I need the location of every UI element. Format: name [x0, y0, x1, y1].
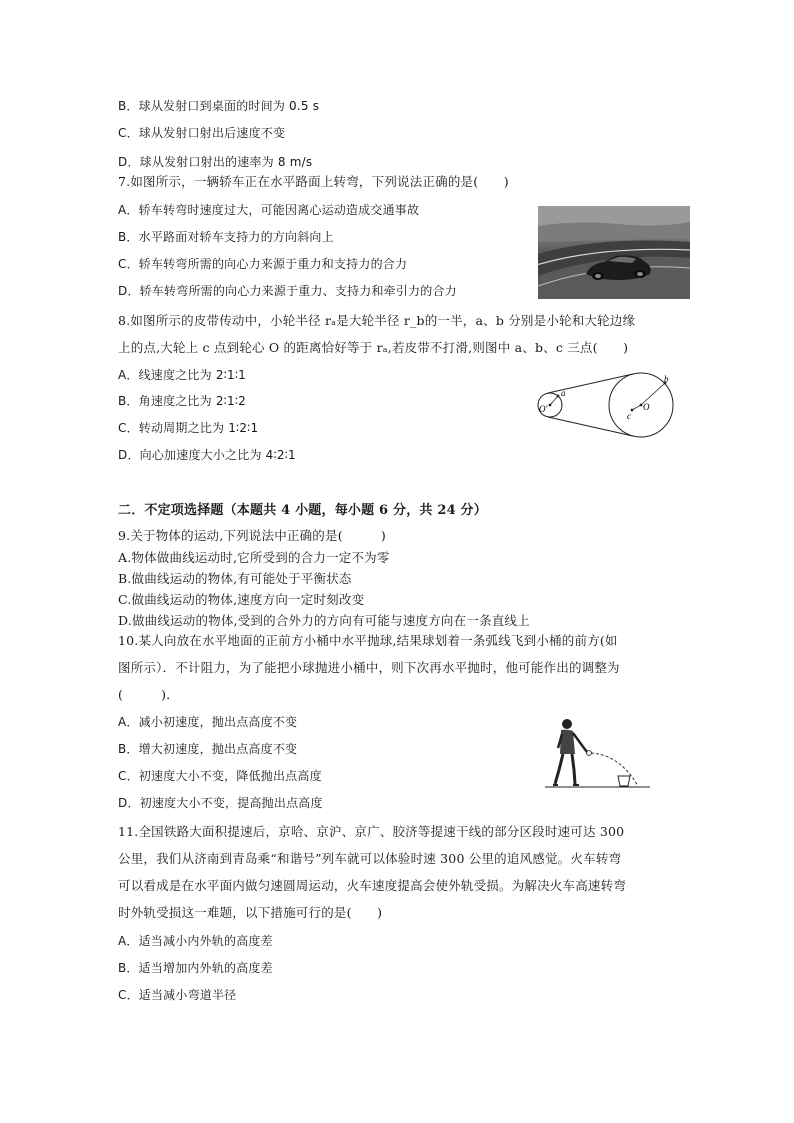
q7-option-b: B．水平路面对轿车支持力的方向斜向上: [118, 230, 334, 244]
ball-throw-diagram: [545, 714, 650, 792]
belt-drive-svg: [526, 372, 686, 442]
q11-stem-line3: 可以看成是在水平面内做匀速圆周运动，火车速度提高会使外轨受损。为解决火车高速转弯: [118, 878, 627, 893]
q9-stem: 9.关于物体的运动,下列说法中正确的是( ): [118, 528, 386, 543]
q8-option-c: C．转动周期之比为 1∶2∶1: [118, 421, 259, 435]
point-a-label: a: [561, 388, 566, 398]
q8-option-d: D．向心加速度大小之比为 4∶2∶1: [118, 448, 296, 462]
q9-option-c: C.做曲线运动的物体,速度方向一定时刻改变: [118, 592, 365, 607]
q10-option-c: C．初速度大小不变，降低抛出点高度: [118, 769, 322, 783]
person-right-leg: [572, 754, 575, 784]
q11-stem-line2: 公里，我们从济南到青岛乘“和谐号”列车就可以体验时速 300 公里的追风感觉。火车转弯: [118, 851, 622, 866]
person-left-leg: [555, 754, 563, 784]
q11-stem-line1: 11.全国铁路大面积提速后，京哈、京沪、京广、胶济等提速干线的部分区段时速可达 300: [118, 824, 625, 839]
q10-option-d: D．初速度大小不变，提高抛出点高度: [118, 796, 323, 810]
car-turning-photo: [538, 206, 690, 299]
small-center-label: O′: [539, 404, 548, 414]
q7-option-a: A．轿车转弯时速度过大，可能因离心运动造成交通事故: [118, 203, 420, 217]
q8-option-b: B．角速度之比为 2∶1∶2: [118, 394, 246, 408]
q6-option-b: B．球从发射口到桌面的时间为 0.5 s: [118, 99, 320, 113]
q11-option-c: C．适当减小弯道半径: [118, 988, 237, 1002]
q11-stem-line4: 时外轨受损这一难题，以下措施可行的是( ): [118, 905, 383, 920]
section-2-title: 二．不定项选择题（本题共 4 小题，每小题 6 分，共 24 分）: [118, 503, 487, 518]
q9-option-a: A.物体做曲线运动时,它所受到的合力一定不为零: [118, 550, 390, 565]
q9-option-d: D.做曲线运动的物体,受到的合外力的方向有可能与速度方向在一条直线上: [118, 613, 530, 628]
q9-option-b: B.做曲线运动的物体,有可能处于平衡状态: [118, 571, 352, 586]
q7-option-d: D．轿车转弯所需的向心力来源于重力、支持力和牵引力的合力: [118, 284, 457, 298]
large-center-label: O: [643, 402, 650, 412]
q8-stem-line1: 8.如图所示的皮带传动中，小轮半径 rₐ是大轮半径 r_b的一半，a、b 分别是小轮和大轮边缘: [118, 313, 636, 328]
q10-option-b: B．增大初速度，抛出点高度不变: [118, 742, 298, 756]
q10-stem-line1: 10.某人向放在水平地面的正前方小桶中水平抛球,结果球划着一条弧线飞到小桶的前方(如: [118, 633, 618, 648]
q10-stem-line2: 图所示）．不计阻力，为了能把小球抛进小桶中，则下次再水平抛时，他可能作出的调整为: [118, 660, 620, 675]
ball-throw-svg: [545, 714, 650, 792]
q7-option-c: C．轿车转弯所需的向心力来源于重力和支持力的合力: [118, 257, 408, 271]
q11-option-b: B．适当增加内外轨的高度差: [118, 961, 273, 975]
q7-stem: 7.如图所示，一辆轿车正在水平路面上转弯，下列说法正确的是( ): [118, 174, 509, 189]
ball-trajectory: [591, 753, 638, 786]
belt-drive-diagram: [526, 372, 686, 442]
q8-option-a: A．线速度之比为 2∶1∶1: [118, 368, 246, 382]
ball: [587, 751, 592, 756]
person-throwing-arm: [573, 733, 587, 752]
q8-stem-line2: 上的点,大轮上 c 点到轮心 O 的距离恰好等于 rₐ,若皮带不打滑,则图中 a、b、c 三点( ): [118, 340, 629, 355]
q11-option-a: A．适当减小内外轨的高度差: [118, 934, 273, 948]
point-b-label: b: [664, 374, 669, 384]
q10-option-a: A．减小初速度，抛出点高度不变: [118, 715, 298, 729]
q10-stem-line3: ( )．: [118, 687, 179, 702]
person-head: [562, 719, 572, 729]
q6-option-d: D．球从发射口射出的速率为 8 m/s: [118, 155, 313, 169]
point-c-label: c: [627, 411, 631, 421]
q6-option-c: C．球从发射口射出后速度不变: [118, 126, 286, 140]
bucket: [618, 776, 630, 786]
car-photo-illustration: [538, 206, 690, 299]
belt-bottom: [548, 417, 634, 436]
